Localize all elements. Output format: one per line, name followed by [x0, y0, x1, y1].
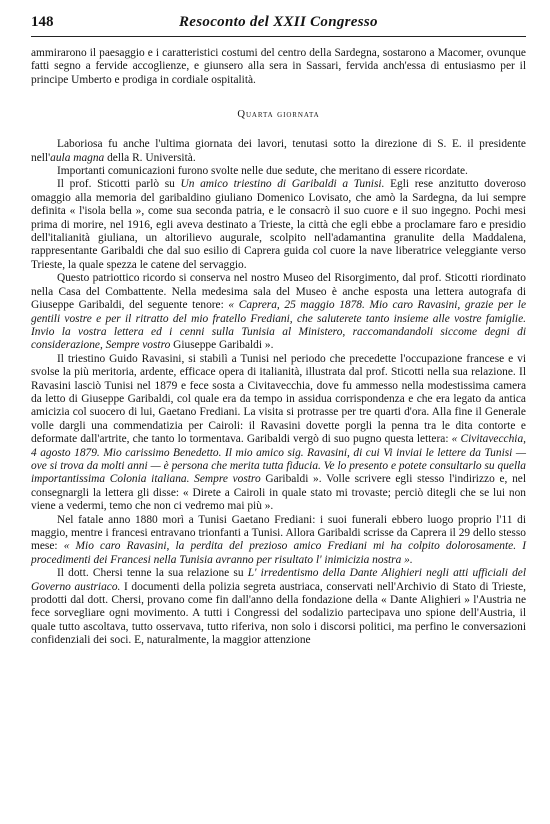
paragraph-7: Il dott. Chersi tenne la sua relazione su L' irredentismo della Dante Alighieri negli atti ufficiali del Governo austriaco. I documenti della polizia segreta austriaca, conservati nell'Archivio di Stato di Trieste, prodotti dal dott. Chersi, provano come fin dall'anno della fondazione della « Dante Alighieri » l'Austria ne fece sorvegliare ogni movimento. A tutti i Congressi del sodalizio partecipava uno spione dell'Austria, il quale tutto ascoltava, tutto osservava, tutto riferiva, non solo i discorsi politici, ma perfino le conversazioni confidenziali dei soci. E, naturalmente, la maggior attenzione: [31, 567, 526, 647]
section-heading: Quarta giornata: [237, 109, 320, 121]
paragraph-5: Il triestino Guido Ravasini, si stabilì a Tunisi nel periodo che precedette l'occupazione francese e vi svolse la più meritoria, ardente, efficace opera di italianità, illustrata dal prof. Sticotti nella sua relazione. Il Ravasini lasciò Tunisi nel 1879 e fece sosta a Civitavecchia, dove fu ammesso nella modestissima camera da letto di Giuseppe Garibaldi, col quale era da tempo in assidua corrispondenza e che era legato da antica amicizia col suocero di lui, Gaetano Frediani. La visita si protrasse per tre quarti d'ora. Alla fine il Generale volle dargli una commendatizia per Cairoli: il Ravasini dovette porgli la penna tra le dita contorte e deformate dall'artrite, che tanto lo tormentava. Garibaldi vergò di suo pugno questa lettera: « Civitavecchia, 4 agosto 1879. Mio carissimo Benedetto. Il mio amico sig. Ravasini, di cui Vi inviai le lettere da Tunisi — ove si trova da molti anni — è persona che merita tutta fiducia. Ve lo presento e potete consultarlo su quella importantissima Colonia italiana. Sempre vostro Garibaldi ». Volle scrivere egli stesso l'indirizzo e, nel consegnargli la lettera gli disse: « Direte a Cairoli in quale stato mi trovaste; perciò ditegli che se lui non viene a vedermi, temo che non ci vedremo mai più ».: [31, 352, 527, 513]
page-number: 148: [31, 14, 54, 30]
running-head: [31, 14, 526, 37]
paragraph-3: Il prof. Sticotti parlò su Un amico triestino di Garibaldi a Tunisi. Egli rese anzitutto doveroso omaggio alla memoria del garibaldino giuliano Domenico Lovisato, che amò la Sardegna, da lui sempre definita « l'isola bella », come sua seconda patria, e le consacrò il suo cuore e il suo ingegno. Pochi mesi prima di morire, nel 1916, egli aveva destinato a Trieste, la città che egli ebbe a proclamare faro e presidio dell'italianità giuliana, un altorilievo augurale, scolpito nell'adamantina granulite della Maddalena, rappresentante Garibaldi che dal suo esilio di Caprera guida col cuore la nave liberatrice veleggiante verso Trieste, la quale spezza le catene del servaggio.: [31, 178, 526, 271]
running-title: Resoconto del XXII Congresso: [179, 14, 378, 30]
paragraph-6: Nel fatale anno 1880 morì a Tunisi Gaetano Frediani: i suoi funerali ebbero luogo proprio l'11 di maggio, mentre i francesi entravano trionfanti a Tunisi. Allora Garibaldi scrisse da Caprera il 29 dello stesso mese: « Mio caro Ravasini, la perdita del prezioso amico Frediani mi ha colpito dolorosamente. I procedimenti dei Francesi nella Tunisia avranno per risultato l' inimicizia nostra ».: [31, 513, 526, 566]
paragraph-4: Questo patriottico ricordo si conserva nel nostro Museo del Risorgimento, dal prof. Sticotti riordinato nella Casa del Combattente. Nella medesima sala del Museo è anche esposta una lettera autografa di Giuseppe Garibaldi, del seguente tenore: « Caprera, 25 maggio 1878. Mio caro Ravasini, grazie per le gentili vostre e per il ritratto del mio fratello Frediani, che saluterete tanto insieme alle vostre famiglie. Invio la vostra lettera ed i cenni sulla Tunisia al Ministero, raccomandandoli siccome degni di considerazione, Sempre vostro Giuseppe Garibaldi ».: [31, 272, 527, 352]
intro-paragraph: ammirarono il paesaggio e i caratteristici costumi del centro della Sardegna, sostarono a Macomer, ovunque fatti segno a fervide accoglienze, e giunsero alla sera in Sassari, fervida anch'essa di entusiasmo per il principe Umberto e prodiga in cordiale ospitalità.: [31, 47, 526, 86]
paragraph-2: Importanti comunicazioni furono svolte nelle due sedute, che meritano di essere ricordate.: [57, 165, 468, 178]
paragraph-1: Laboriosa fu anche l'ultima giornata dei lavori, tenutasi sotto la direzione di S. E. il presidente nell'aula magna della R. Università.: [31, 138, 526, 164]
